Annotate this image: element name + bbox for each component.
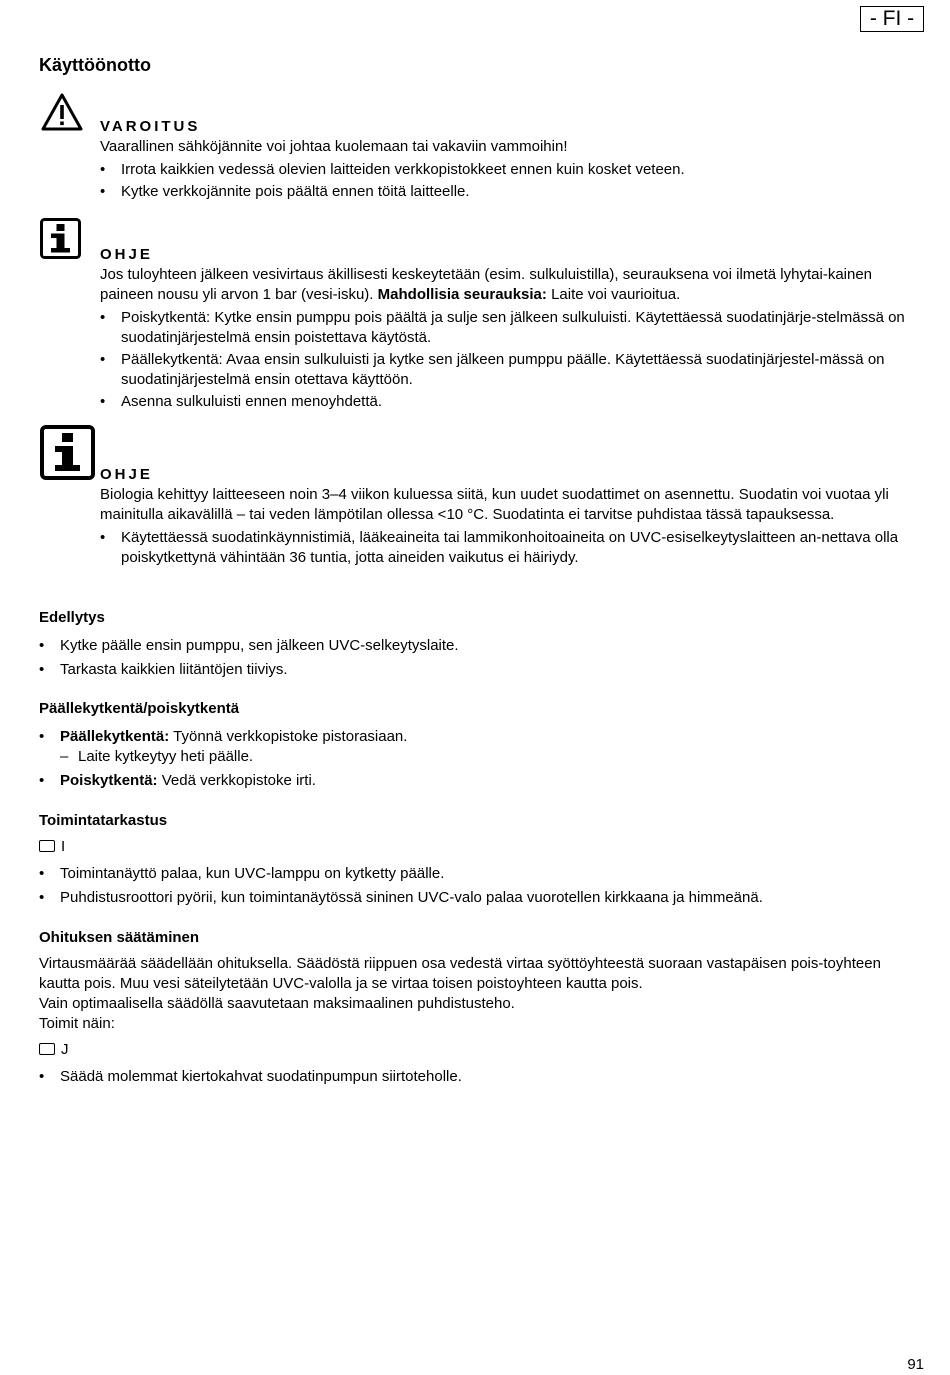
page-number: 91 (907, 1356, 924, 1373)
note-block-2 (100, 465, 920, 570)
list-item-text: Päällekytkentä: Avaa ensin sulkuluisti ja kytke sen jälkeen pumppu päälle. Käytettäessä suodatinjärjestel-mässä on suodatinjärjestelmä ensin otettava käyttöön. (121, 351, 885, 388)
figure-reference (39, 1040, 924, 1060)
bullet-icon: • (100, 351, 106, 368)
list-item (100, 528, 920, 568)
list-item (100, 308, 920, 348)
info-icon (40, 218, 81, 259)
warning-heading: VAROITUS (100, 118, 201, 135)
figure-reference (39, 837, 924, 857)
switch-off-text: Vedä verkkopistoke irti. (161, 772, 316, 789)
paragraph: Vain optimaalisella säädöllä saavutetaan maksimaalinen puhdistusteho. (39, 995, 515, 1012)
figure-ref-icon (39, 1043, 55, 1055)
bullet-icon: • (39, 1068, 45, 1085)
list-item (39, 771, 924, 791)
figure-ref-icon (39, 840, 55, 852)
switching-list (39, 727, 924, 791)
paragraph: Toimit näin: (39, 1015, 115, 1032)
section-heading: Päällekytkentä/poiskytkentä (39, 700, 240, 717)
bullet-icon: • (39, 889, 45, 906)
warning-block (100, 117, 920, 204)
list-item-text: Asenna sulkuluisti ennen menoyhdettä. (121, 393, 383, 410)
list-item (100, 350, 920, 390)
page-title: Käyttöönotto (39, 55, 151, 75)
list-item-text: Irrota kaikkien vedessä olevien laitteiden verkkopistokkeet ennen kuin kosket veteen. (121, 161, 685, 178)
note-text-part: Jos tuloyhteen jälkeen vesivirtaus äkillisesti keskeytetään (esim. sulkuluistilla), seurauksena voi ilmetä lyhytai-kainen paineen nousu yli arvon 1 bar (vesi-isku). (100, 266, 873, 303)
bullet-icon: • (39, 865, 45, 882)
note-heading: OHJE (100, 246, 153, 263)
sub-item (60, 747, 924, 767)
note-list (100, 308, 920, 412)
bullet-icon: • (39, 728, 45, 745)
section-heading: Ohituksen säätäminen (39, 929, 200, 946)
list-item-text: Poiskytkentä: Kytke ensin pumppu pois päältä ja sulje sen jälkeen sulkuluisti. Käytettäessä suodatinjärje-stelmässä on suodatinjärjestelmä ensin poistettava käytöstä. (121, 309, 905, 346)
bullet-icon: • (100, 393, 106, 410)
section-heading: Toimintatarkastus (39, 812, 168, 829)
switch-on-label: Päällekytkentä: (60, 728, 170, 745)
check-list (39, 864, 924, 908)
section-bypass (39, 928, 924, 1091)
switch-on-text: Työnnä verkkopistoke pistorasiaan. (173, 728, 408, 745)
list-item-text: Tarkasta kaikkien liitäntöjen tiiviys. (60, 661, 288, 678)
bullet-icon: • (39, 772, 45, 789)
list-item (39, 1067, 924, 1087)
figure-ref-label: I (61, 838, 66, 855)
bypass-list (39, 1067, 924, 1087)
dash-icon: – (60, 748, 69, 765)
info-icon (40, 425, 95, 480)
list-item (39, 727, 924, 767)
bullet-icon: • (100, 309, 106, 326)
section-switching (39, 699, 924, 795)
bullet-icon: • (39, 637, 45, 654)
list-item (100, 182, 920, 202)
prerequisite-list (39, 636, 924, 680)
note-block-1 (100, 245, 920, 414)
list-item (100, 392, 920, 412)
list-item-text: Puhdistusroottori pyörii, kun toimintanäytössä sininen UVC-valo palaa vuorotellen kirkkaana ja himmeänä. (60, 889, 763, 906)
warning-text: Vaarallinen sähköjännite voi johtaa kuolemaan tai vakaviin vammoihin! (100, 138, 568, 155)
section-heading: Edellytys (39, 609, 105, 626)
list-item (39, 864, 924, 884)
figure-ref-label: J (61, 1041, 69, 1058)
bullet-icon: • (100, 183, 106, 200)
list-item-text: Toimintanäyttö palaa, kun UVC-lamppu on kytketty päälle. (60, 865, 445, 882)
language-tag: - FI - (860, 6, 924, 32)
note-text: Biologia kehittyy laitteeseen noin 3–4 viikon kuluessa siitä, kun uudet suodattimet on asennettu. Suodatin voi vuotaa yli mainitulla aikavälillä – tai veden lämpötilan ollessa <10 °C. Suodatinta ei tarvitse puhdistaa tässä tapauksessa. (100, 486, 889, 523)
note-heading: OHJE (100, 466, 153, 483)
section-function-check (39, 811, 924, 912)
list-item (100, 160, 920, 180)
list-item-text: Kytke verkkojännite pois päältä ennen töitä laitteelle. (121, 183, 470, 200)
bullet-icon: • (100, 161, 106, 178)
list-item (39, 660, 924, 680)
list-item-text: Kytke päälle ensin pumppu, sen jälkeen UVC-selkeytyslaite. (60, 637, 459, 654)
note-text-part: Laite voi vaurioitua. (551, 286, 681, 303)
switch-off-label: Poiskytkentä: (60, 772, 158, 789)
bullet-icon: • (39, 661, 45, 678)
bullet-icon: • (100, 529, 106, 546)
warning-list (100, 160, 920, 202)
list-item-text: Käytettäessä suodatinkäynnistimiä, lääkeaineita tai lammikonhoitoaineita on UVC-esiselkeytyslaitteen an-nettava olla poiskytkettynä vähintään 36 tuntia, jotta aineiden vaikutus ei häiriydy. (121, 529, 899, 566)
note-list (100, 528, 920, 568)
list-item (39, 888, 924, 908)
section-prerequisite (39, 608, 924, 684)
list-item-text: Säädä molemmat kiertokahvat suodatinpumpun siirtoteholle. (60, 1068, 462, 1085)
warning-triangle-icon (40, 92, 84, 132)
note-text (100, 265, 920, 305)
list-item (39, 636, 924, 656)
sub-item-text: Laite kytkeytyy heti päälle. (78, 748, 254, 765)
note-text-bold: Mahdollisia seurauksia: (377, 286, 547, 303)
paragraph: Virtausmäärää säädellään ohituksella. Säädöstä riippuen osa vedestä virtaa syöttöyhteestä suoraan vastapäisen pois-toyhteen kautta pois. Muu vesi säteilytetään UVC-valolla ja se virtaa toisen poistoyhteen kautta pois. (39, 955, 881, 992)
